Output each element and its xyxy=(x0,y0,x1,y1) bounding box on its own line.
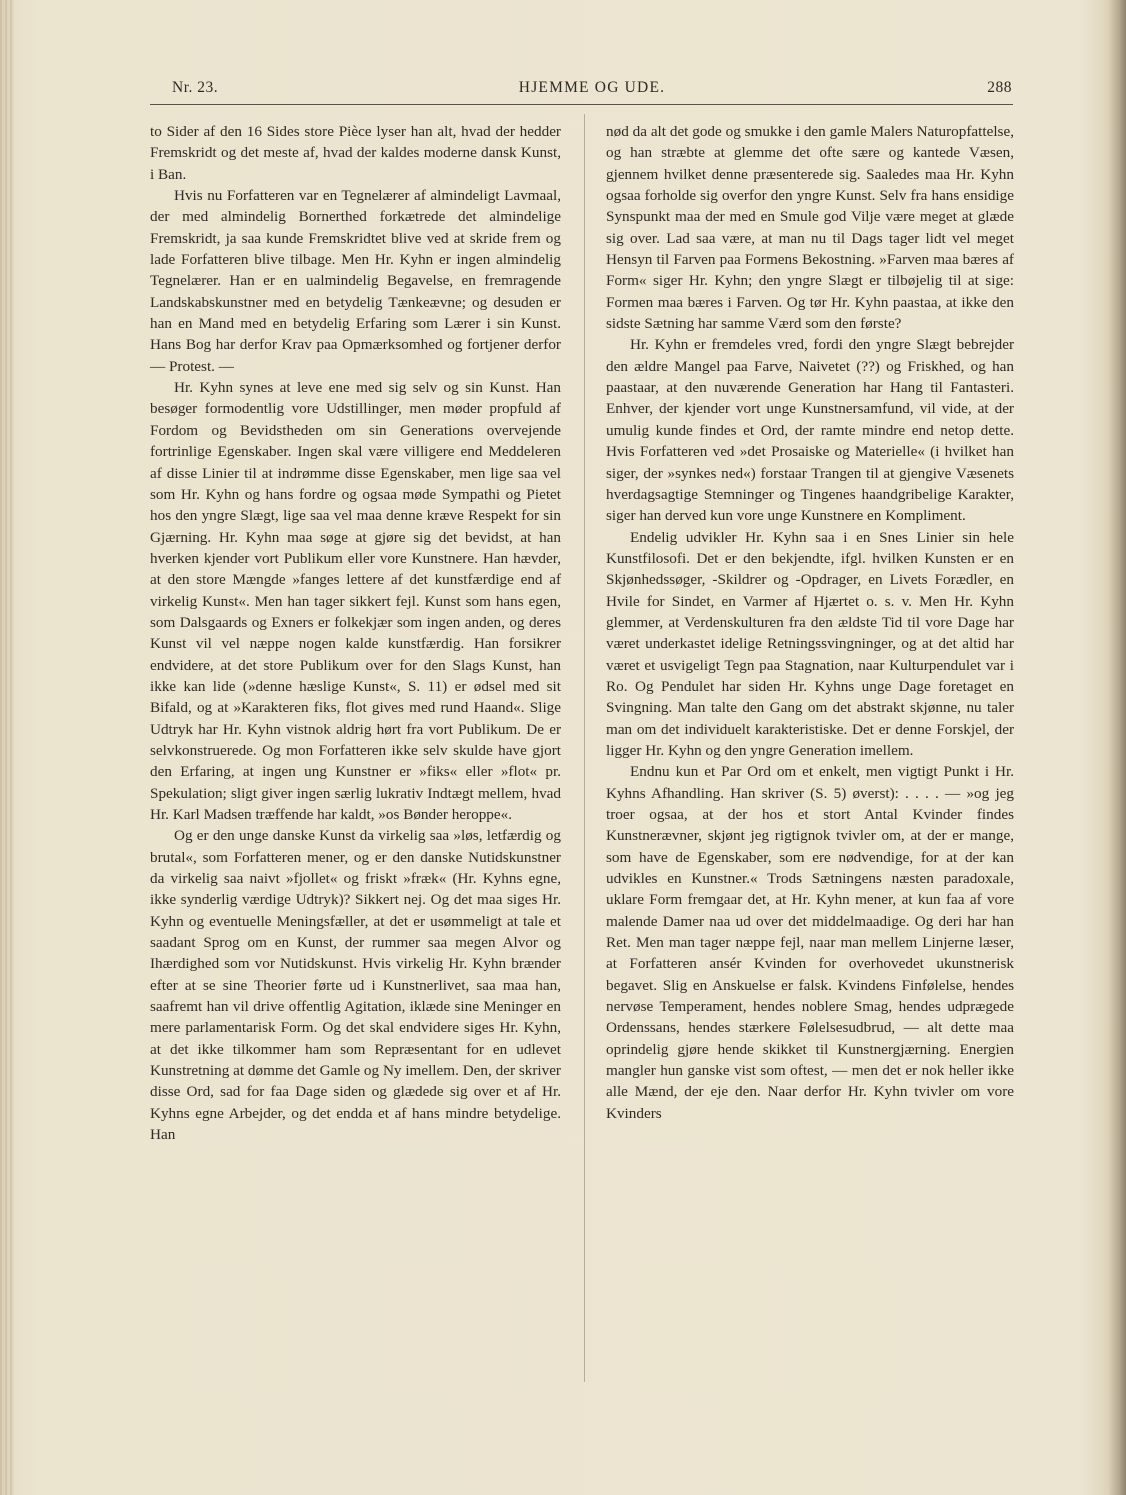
paragraph: to Sider af den 16 Sides store Pièce lyser han alt, hvad der hedder Fremskridt og det meste af, hvad der kaldes moderne dansk Kunst, i Ban. xyxy=(150,123,561,183)
page-edge-shadow xyxy=(1108,0,1126,1495)
paragraph: Endelig udvikler Hr. Kyhn saa i en Snes Linier sin hele Kunstfilosofi. Det er den bekjendte, ifgl. hvilken Kunsten er en Skjønhedssøger, -Skildrer og -Opdrager, en Livets Forædler, en Hvile for Sindet, en Varmer af Hjærtet o. s. v. Men Hr. Kyhn glemmer, at Verdenskulturen fra den ældste Tid til vore Dage har været underkastet idelige Retningssvingninger, og at det altid har været et usvigeligt Tegn paa Stagnation, naar Kulturpendulet var i Ro. Og Pendulet har siden Hr. Kyhns unge Dage foretaget en Svingning. Man talte den Gang om det abstrakt skjønne, nu taler man om det individuelt karakteristiske. Det er denne Forskjel, der ligger Hr. Kyhn og den yngre Generation imellem. xyxy=(606,528,1014,759)
text-column-left xyxy=(150,121,561,1146)
paragraph: Og er den unge danske Kunst da virkelig saa »løs, letfærdig og brutal«, som Forfatteren mener, og er den danske Nutidskunstner da virkelig saa naivt »fjollet« og friskt »fræk« (Hr. Kyhns egne, ikke synderlig værdige Udtryk)? Sikkert nej. Og det maa siges Hr. Kyhn og eventuelle Meningsfæller, at det er usømmeligt at tale et saadant Sprog om en Kunst, der rummer saa megen Alvor og Ihærdighed som vor Nutidskunst. Hvis virkelig Hr. Kyhn brænder efter at se sine Theorier førte ud i Kunstnerlivet, saa maa han, saafremt han vil drive offentlig Agitation, iklæde sine Meninger en mere parlamentarisk Form. Og det skal endvidere siges Hr. Kyhn, at det ikke tilkommer ham som Repræsentant for en udlevet Kunstretning at dømme det Gamle og Ny imellem. Den, der skriver disse Ord, sad for faa Dage siden og glædede sig over et af Hr. Kyhns egne Arbejder, og det endda et af hans mindre betydelige. Han xyxy=(150,827,561,1144)
paragraph: nød da alt det gode og smukke i den gamle Malers Naturopfattelse, og han stræbte at glemme det ofte sære og kantede Væsen, gjennem hvilket denne præsenterede sig. Saaledes maa Hr. Kyhn ogsaa forholde sig overfor den yngre Kunst. Selv fra hans ensidige Synspunkt maa der med en Smule god Vilje være meget at glæde sig over. Lad saa være, at man nu til Dags tager lidt vel meget Hensyn til Farven paa Formens Bekostning. »Farven maa bæres af Form« siger Hr. Kyhn; den yngre Slægt er tilbøjelig til at sige: Formen maa bæres i Farven. Og tør Hr. Kyhn paastaa, at ikke den sidste Sætning har samme Værd som den første? xyxy=(606,123,1014,333)
journal-title: HJEMME OG UDE. xyxy=(518,79,666,96)
header-rule xyxy=(150,104,1013,105)
paragraph: Hr. Kyhn er fremdeles vred, fordi den yngre Slægt bebrejder den ældre Mangel paa Farve, Naivetet (??) og Friskhed, og han paastaar, at den nuværende Generation har Hang til Fantasteri. Enhver, der kjender vort unge Kunstnersamfund, vil vide, at der umulig kunde findes et Ord, der ramte mindre end netop dette. Hvis Forfatteren ved »det Prosaiske og Materielle« (i hvilket han siger, der »synkes ned«) forstaar Trangen til at gjengive Væsenets hverdagsagtige Stemninger og Tingenes haandgribelige Karakter, siger han derved kun vore unge Kunstnere en Kompliment. xyxy=(606,336,1014,525)
running-header xyxy=(172,79,1012,105)
paragraph: Hvis nu Forfatteren var en Tegnelærer af almindeligt Lavmaal, der med almindelig Bornerthed forkætrede det almindelige Fremskridt, ja saa kunde Fremskridtet blive ved at skride frem og lade Forfatteren blive tilbage. Men Hr. Kyhn er ingen almindelig Tegnelærer. Han er en ualmindelig Begavelse, en fremragende Landskabskunstner med en betydelig Tænkeævne; og desuden er han en Mand med en betydelig Erfaring som Lærer i sin Kunst. Hans Bog har derfor Krav paa Opmærksomhed og fortjener derfor — Protest. — xyxy=(150,187,561,375)
paragraph: Endnu kun et Par Ord om et enkelt, men vigtigt Punkt i Hr. Kyhns Afhandling. Han skriver (S. 5) øverst): . . . . — »og jeg troer ogsaa, at der hos et stort Antal Kvinder findes Kunstnerævner, skjønt jeg rigtignok tvivler om, at der er mange, som have de Egenskaber, som ere nødvendige, for at der kan udvikles en Kunstner.« Trods Sætningens næsten paradoxale, uklare Form fremgaar det, at Hr. Kyhn mener, at kun faa af vore malende Damer naa ud over det middelmaadige. Og deri har han Ret. Men man tager næppe fejl, naar man mellem Linjerne læser, at Forfatteren ansér Kvinden for overhovedet ukunstnerisk begavet. Slig en Anskuelse er falsk. Kvindens Finfølelse, hendes nervøse Temperament, hendes noblere Smag, hendes udprægede Ordenssans, hendes stærkere Følelsesudbrud, — alt dette maa oprindelig gjøre hende skikket til Kunstnergjærning. Energien mangler hun ganske vist som oftest, — men det er nok heller ikke alle Mænd, der eje den. Naar derfor Hr. Kyhn tvivler om vore Kvinders xyxy=(606,763,1014,1122)
issue-number: Nr. 23. xyxy=(172,79,219,96)
text-column-right xyxy=(606,121,1014,1124)
page-gutter xyxy=(0,0,14,1495)
page-number: 288 xyxy=(987,79,1012,96)
column-divider xyxy=(584,114,585,1382)
paragraph: Hr. Kyhn synes at leve ene med sig selv og sin Kunst. Han besøger formodentlig vore Udstillinger, men møder propfuld af Fordom og Bevidstheden om sin Generations overvejende fortrinlige Egenskaber. Ingen skal være villigere end Meddeleren af disse Linier til at indrømme disse Egenskaber, men lige saa vel som Hr. Kyhn og hans fordre og ogsaa møde Sympathi og Pietet hos den yngre Slægt, lige saa vel maa denne kræve Respekt for sin Gjærning. Hr. Kyhn maa søge at gjøre sig det bevidst, at han hverken kjender vort Publikum eller vore Kunstnere. Han hævder, at den store Mængde »fanges lettere af det kunstfærdige end af virkelig Kunst«. Men han tager sikkert fejl. Kunst som hans egen, som Dalsgaards og Exners er folkekjær som ingen anden, og deres Kunst vil vel næppe nogen kalde kunstfærdig. Han forsikrer endvidere, at det store Publikum over for den Slags Kunst, han ikke kan lide (»denne hæslige Kunst«, S. 11) er ødsel med sit Bifald, og at »Karakteren fiks, flot gives med rund Haand«. Slige Udtryk har Hr. Kyhn vistnok aldrig hørt fra vort Publikum. De er selvkonstruerede. Og mon Forfatteren ikke selv skulde have gjort den Erfaring, at ingen ung Kunstner er »fiks« eller »flot« pr. Spekulation; sligt giver ingen særlig lukrativ Indtægt mellem, hvad Hr. Karl Madsen træffende har kaldt, »os Bønder heroppe«. xyxy=(150,379,561,823)
